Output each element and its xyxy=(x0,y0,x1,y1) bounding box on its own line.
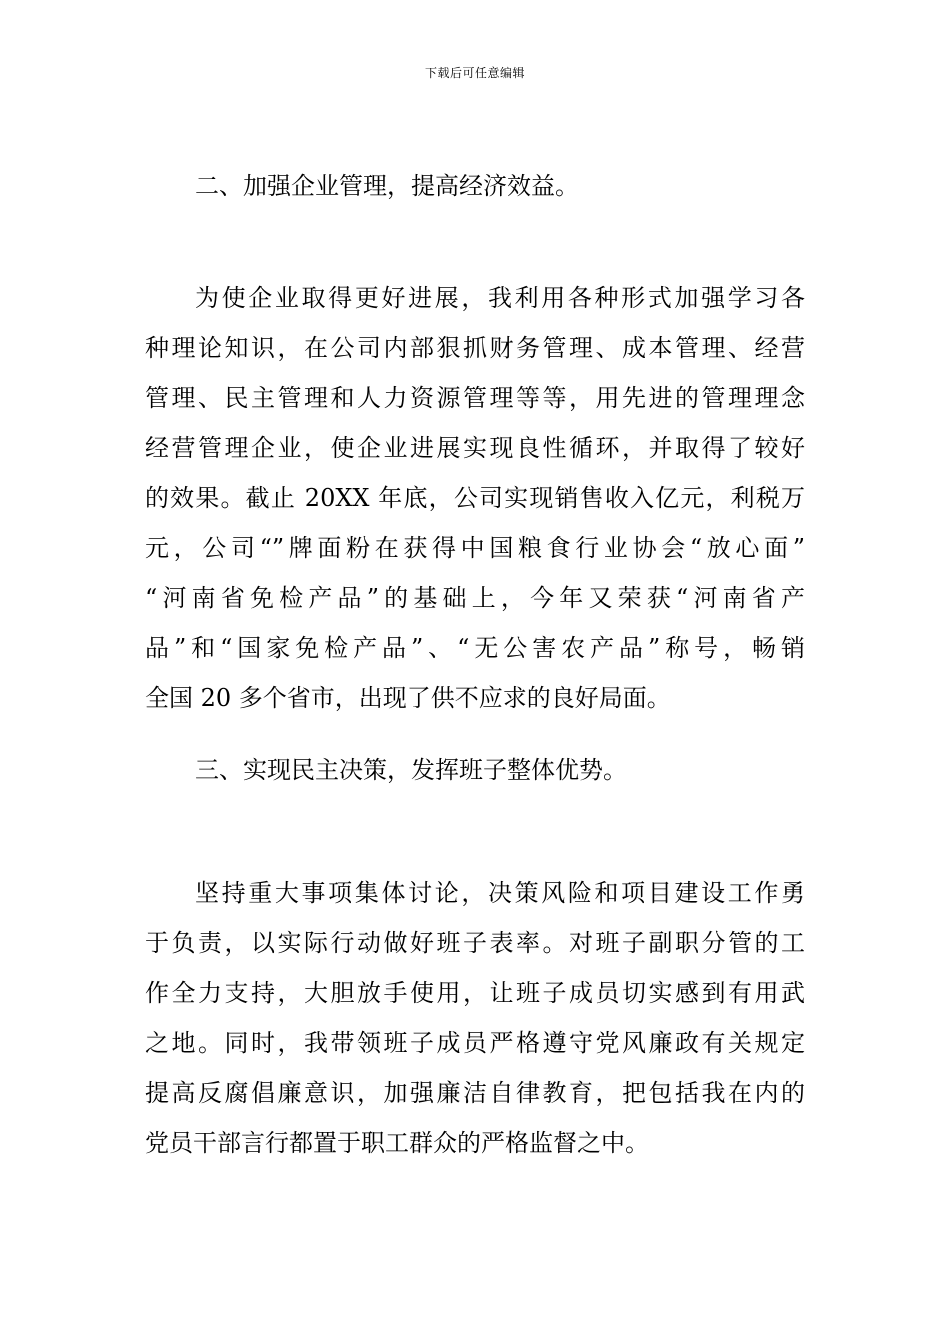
paragraph-line: 的效果。截止 20XX 年底，公司实现销售收入亿元，利税万 xyxy=(145,484,805,512)
paragraph-line: 经营管理企业，使企业进展实现良性循环，并取得了较好 xyxy=(145,434,805,462)
paragraph-line: 元，公司“”牌面粉在获得中国粮食行业协会“放心面” xyxy=(145,534,805,562)
paragraph-line: 为使企业取得更好进展，我利用各种形式加强学习各 xyxy=(195,284,805,312)
paragraph-line: 提高反腐倡廉意识，加强廉洁自律教育，把包括我在内的 xyxy=(145,1079,805,1107)
paragraph-line: 之地。同时，我带领班子成员严格遵守党风廉政有关规定 xyxy=(145,1029,805,1057)
paragraph-enterprise-management xyxy=(145,273,805,723)
paragraph-line: “河南省免检产品”的基础上，今年又荣获“河南省产 xyxy=(145,584,805,612)
section-heading-3: 三、实现民主决策，发挥班子整体优势。 xyxy=(195,756,627,784)
paragraph-line: 管理、民主管理和人力资源管理等等，用先进的管理理念 xyxy=(145,384,805,412)
paragraph-line: 党员干部言行都置于职工群众的严格监督之中。 xyxy=(145,1129,649,1157)
paragraph-line: 于负责，以实际行动做好班子表率。对班子副职分管的工 xyxy=(145,929,805,957)
page-header-note: 下载后可任意编辑 xyxy=(424,66,525,80)
paragraph-line: 品”和“国家免检产品”、“无公害农产品”称号，畅销 xyxy=(145,634,805,662)
section-heading-2: 二、加强企业管理，提高经济效益。 xyxy=(195,172,579,200)
paragraph-line: 全国 20 多个省市，出现了供不应求的良好局面。 xyxy=(145,684,671,712)
paragraph-line: 种理论知识，在公司内部狠抓财务管理、成本管理、经营 xyxy=(145,334,805,362)
paragraph-line: 坚持重大事项集体讨论，决策风险和项目建设工作勇 xyxy=(195,879,805,907)
paragraph-line: 作全力支持，大胆放手使用，让班子成员切实感到有用武 xyxy=(145,979,805,1007)
paragraph-democratic-decision xyxy=(145,868,805,1168)
